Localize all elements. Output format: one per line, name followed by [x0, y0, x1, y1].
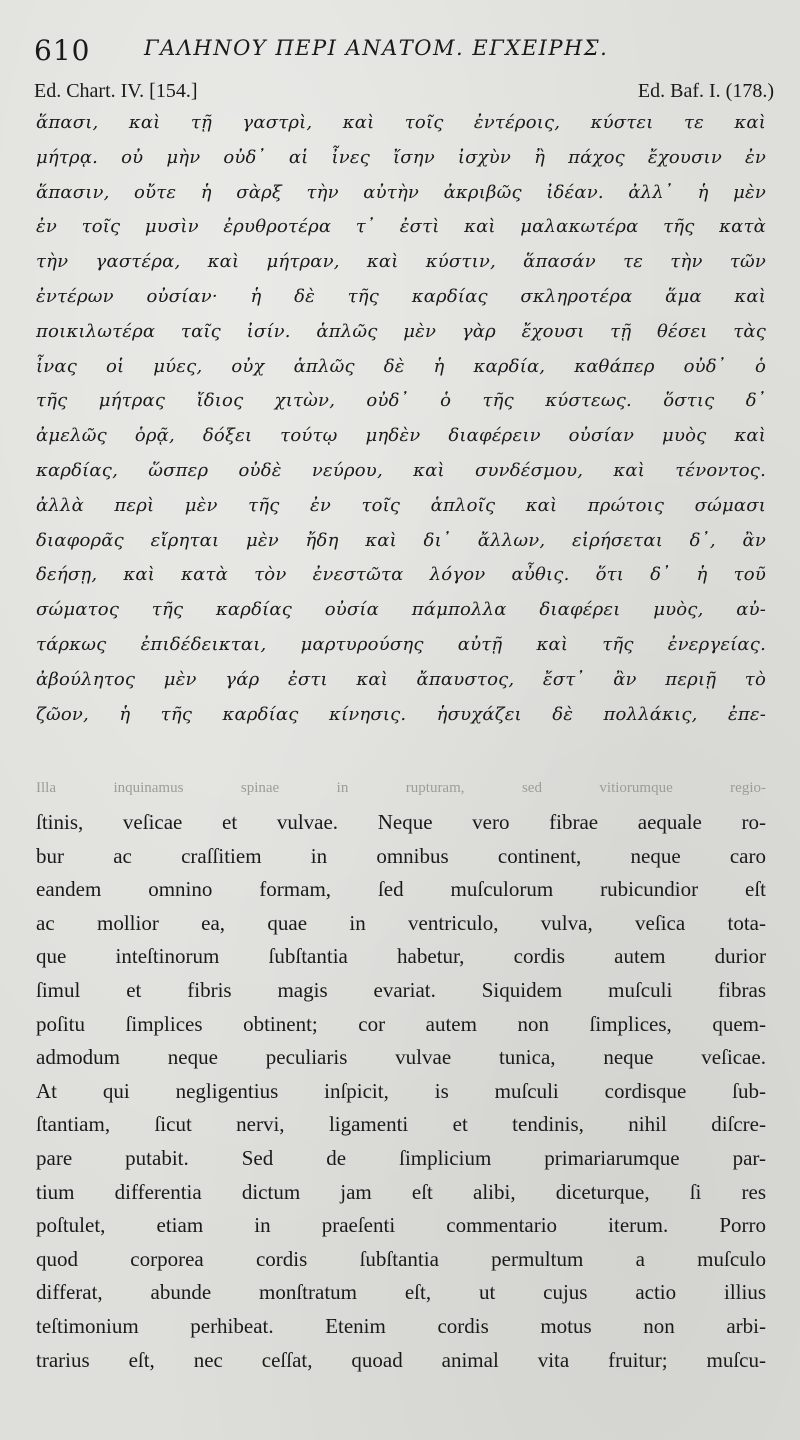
latin-text-line: admodum neque peculiaris vulvae tunica, neque veſicae.: [36, 1045, 766, 1070]
latin-text-line: tium differentia dictum jam eſt alibi, diceturque, ſi res: [36, 1179, 766, 1204]
latin-text-line: poſtulet, etiam in praeſenti commentario iterum. Porro: [36, 1213, 766, 1238]
latin-text-block: [36, 806, 766, 1377]
greek-text-line: τάρκως ἐπιδέδεικται, μαρτυρούσης αὐτῇ καὶ τῆς ἐνεργείας.: [36, 633, 766, 655]
latin-text-line: teſtimonium perhibeat. Etenim cordis motus non arbi-: [36, 1313, 766, 1338]
greek-text-line: ἀμελῶς ὁρᾷ, δόξει τούτῳ μηδὲν διαφέρειν οὐσίαν μυὸς καὶ: [36, 425, 766, 447]
latin-text-line: trarius eſt, nec ceſſat, quoad animal vita fruitur; muſcu-: [36, 1347, 766, 1372]
latin-text-line: ſtinis, veſicae et vulvae. Neque vero fibrae aequale ro-: [36, 810, 766, 834]
greek-text-line: ἐντέρων οὐσίαν· ἡ δὲ τῆς καρδίας σκληροτέρα ἅμα καὶ: [36, 285, 766, 307]
greek-text-line: τὴν γαστέρα, καὶ μήτραν, καὶ κύστιν, ἅπασάν τε τὴν τῶν: [36, 251, 766, 273]
greek-text-line: μήτρᾳ. οὐ μὴν οὐδ᾽ αἱ ἶνες ἴσην ἰσχὺν ἢ πάχος ἔχουσιν ἐν: [36, 146, 766, 168]
page-number: 610: [34, 34, 91, 67]
latin-text-line: que inteſtinorum ſubſtantia habetur, cordis autem durior: [36, 944, 766, 969]
bleed-through-line: Illa inquinamus spinae in rupturam, sed vitiorumque regio-: [36, 780, 766, 796]
greek-text-line: σώματος τῆς καρδίας οὐσία πάμπολλα διαφέρει μυὸς, αὐ-: [36, 599, 766, 621]
latin-text-line: ſimul et fibris magis evariat. Siquidem muſculi fibras: [36, 977, 766, 1002]
greek-text-line: τῆς μήτρας ἴδιος χιτὼν, οὐδ᾽ ὁ τῆς κύστεως. ὅστις δ᾽: [36, 390, 766, 412]
greek-text-line: καρδίας, ὥσπερ οὐδὲ νεύρου, καὶ συνδέσμου, καὶ τένοντος.: [36, 459, 766, 481]
greek-text-line: διαφορᾶς εἴρηται μὲν ἤδη καὶ δι᾽ ἄλλων, εἰρήσεται δ᾽, ἂν: [36, 529, 766, 551]
page-header: [34, 34, 774, 74]
greek-text-line: ζῶον, ἡ τῆς καρδίας κίνησις. ἡσυχάζει δὲ πολλάκις, ἐπε-: [36, 703, 766, 725]
latin-text-line: pare putabit. Sed de ſimplicium primariarumque par-: [36, 1145, 766, 1170]
latin-text-line: At qui negligentius inſpicit, is muſculi cordisque ſub-: [36, 1078, 766, 1103]
edition-references: [34, 80, 774, 108]
running-title: ΓΑΛΗΝΟΥ ΠΕΡΙ ΑΝΑΤΟΜ. ΕΓΧΕΙΡΗΣ.: [144, 36, 609, 60]
greek-text-block: [36, 106, 766, 732]
latin-text-line: ac mollior ea, quae in ventriculo, vulva, veſica tota-: [36, 910, 766, 935]
greek-text-line: ἅπασιν, οὔτε ἡ σὰρξ τὴν αὐτὴν ἀκριβῶς ἰδέαν. ἀλλ᾽ ἡ μὲν: [36, 181, 766, 203]
edition-ref-basel: Ed. Baf. I. (178.): [637, 80, 774, 102]
greek-text-line: ποικιλωτέρα ταῖς ἰσίν. ἁπλῶς μὲν γὰρ ἔχουσι τῇ θέσει τὰς: [36, 320, 766, 342]
greek-text-line: ἀβούλητος μὲν γάρ ἐστι καὶ ἄπαυστος, ἔστ᾽ ἂν περιῇ τὸ: [36, 668, 766, 690]
greek-text-line: ἶνας οἱ μύες, οὐχ ἁπλῶς δὲ ἡ καρδία, καθάπερ οὐδ᾽ ὁ: [36, 355, 766, 377]
greek-text-line: ἀλλὰ περὶ μὲν τῆς ἐν τοῖς ἁπλοῖς καὶ πρώτοις σώμασι: [36, 494, 766, 516]
greek-text-line: ἅπασι, καὶ τῇ γαστρὶ, καὶ τοῖς ἐντέροις, κύστει τε καὶ: [36, 112, 766, 133]
latin-text-line: bur ac craſſitiem in omnibus continent, neque caro: [36, 843, 766, 868]
greek-text-line: ἐν τοῖς μυσὶν ἐρυθροτέρα τ᾽ ἐστὶ καὶ μαλακωτέρα τῆς κατὰ: [36, 216, 766, 238]
latin-text-line: poſitu ſimplices obtinent; cor autem non ſimplices, quem-: [36, 1011, 766, 1036]
latin-text-line: quod corporea cordis ſubſtantia permultum a muſculo: [36, 1246, 766, 1271]
latin-text-line: eandem omnino formam, ſed muſculorum rubicundior eſt: [36, 877, 766, 902]
edition-ref-chart: Ed. Chart. IV. [154.]: [34, 80, 198, 102]
greek-text-line: δεήσῃ, καὶ κατὰ τὸν ἐνεστῶτα λόγον αὖθις. ὅτι δ᾽ ἡ τοῦ: [36, 564, 766, 586]
latin-text-line: ſtantiam, ſicut nervi, ligamenti et tendinis, nihil diſcre-: [36, 1112, 766, 1137]
latin-text-line: differat, abunde monſtratum eſt, ut cujus actio illius: [36, 1280, 766, 1305]
